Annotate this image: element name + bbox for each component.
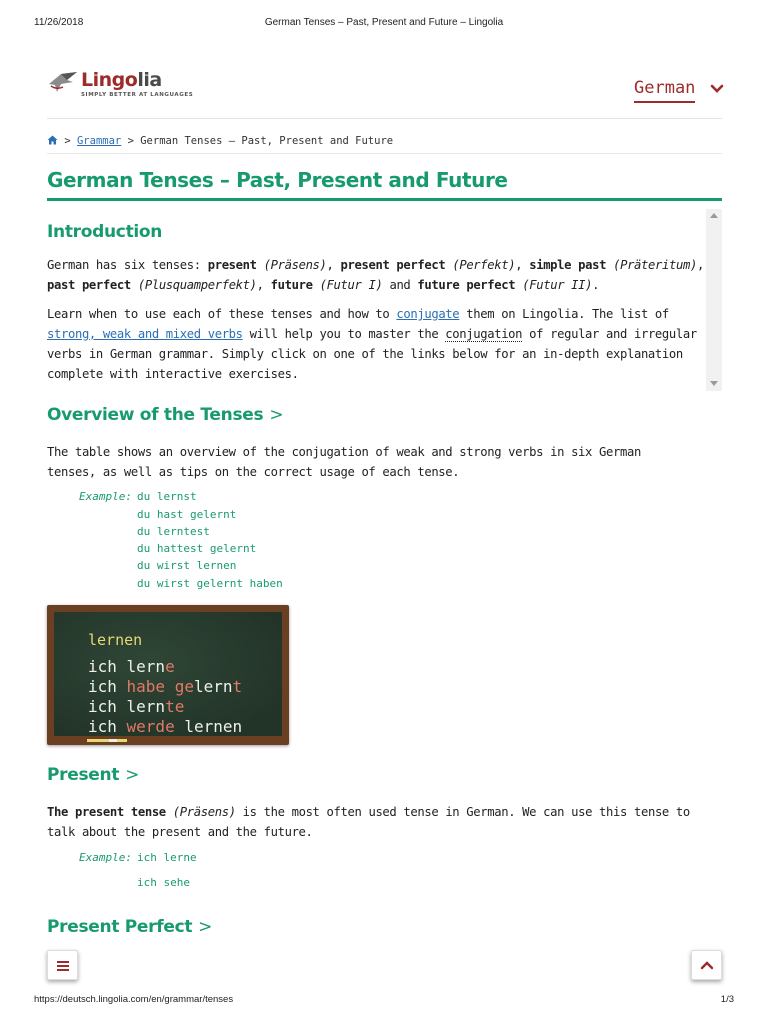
print-footer: [34, 994, 734, 1008]
verb-list-link[interactable]: strong, weak and mixed verbs: [47, 327, 243, 341]
chevron-right-icon: >: [125, 765, 140, 785]
example-item: du hattest gelernt: [137, 542, 257, 555]
print-url: https://deutsch.lingolia.com/en/grammar/tenses: [34, 994, 234, 1005]
breadcrumb-separator: >: [64, 135, 71, 147]
chalk-line-2: ich habe gelernt: [88, 677, 243, 696]
menu-icon: [56, 959, 70, 972]
menu-button[interactable]: [47, 950, 78, 980]
present-paragraph: The present tense (Präsens) is the most often used tense in German. We can use this tense to talk about the present and the future.: [47, 805, 690, 839]
conjugate-link[interactable]: conjugate: [396, 307, 460, 321]
logo-wordmark: Lingolia: [81, 69, 162, 91]
title-underline: [47, 198, 722, 201]
example-item: ich lerne: [137, 851, 197, 864]
example-label: Example:: [79, 490, 132, 503]
example-item: du lernst: [137, 490, 197, 503]
print-date: 11/26/2018: [34, 17, 84, 28]
intro-paragraph-2: Learn when to use each of these tenses and how to conjugate them on Lingolia. The list of strong, weak and mixed verbs will help you to master the conjugation of regular and irregular verbs in German grammar. Simply click on one of the links below for an in-depth explanation complete with interactive exercises.: [47, 307, 697, 381]
chalkboard-surface: [54, 612, 282, 736]
chalk-line-1: ich lerne: [88, 657, 175, 676]
present-examples: [79, 851, 379, 891]
example-item: du wirst lernen: [137, 559, 237, 572]
intro-scrollbar[interactable]: [706, 209, 722, 391]
intro-paragraph-1: German has six tenses: present (Präsens), present perfect (Perfekt), simple past (Präteritum), past perfect (Plusquamperfekt), future (Futur I) and future perfect (Futur II).: [47, 258, 704, 292]
chevron-up-icon: [700, 959, 714, 972]
back-to-top-button[interactable]: [691, 950, 722, 980]
breadcrumb-divider: [47, 153, 722, 154]
print-header: [34, 17, 734, 31]
language-selector[interactable]: [634, 78, 724, 104]
introduction-heading: Introduction: [47, 222, 163, 242]
chalk-line-3: ich lernte: [88, 697, 185, 716]
print-title: German Tenses – Past, Present and Future – Lingolia: [264, 17, 504, 28]
breadcrumb: [47, 135, 393, 147]
lingolia-logo[interactable]: [47, 68, 197, 104]
lingolia-bird-logo-icon: [47, 70, 79, 96]
header-divider: [47, 118, 722, 119]
breadcrumb-link-grammar[interactable]: Grammar: [76, 135, 122, 147]
chalk-line-4: ich werde lernen: [88, 717, 243, 736]
chalk-piece: [87, 739, 127, 742]
chevron-down-icon: [710, 84, 724, 94]
chevron-right-icon: >: [198, 917, 213, 937]
example-item: ich sehe: [137, 876, 190, 889]
present-perfect-heading-link[interactable]: Present Perfect >: [47, 917, 213, 937]
print-page-number: 1/3: [720, 994, 734, 1005]
scroll-up-arrow-icon[interactable]: [710, 213, 718, 218]
home-icon[interactable]: [47, 135, 58, 145]
conjugation-tooltip-term[interactable]: conjugation: [445, 327, 523, 341]
present-heading-link[interactable]: Present >: [47, 765, 140, 785]
breadcrumb-current: German Tenses – Past, Present and Future: [140, 135, 394, 147]
chalk-word: lernen: [88, 631, 143, 649]
example-item: du hast gelernt: [137, 508, 237, 521]
chevron-right-icon: >: [269, 405, 284, 425]
breadcrumb-separator: >: [127, 135, 134, 147]
language-label: German: [634, 78, 695, 103]
chalkboard-illustration: [47, 605, 289, 745]
example-label: Example:: [79, 851, 132, 864]
logo-tagline: SIMPLY BETTER AT LANGUAGES: [81, 92, 194, 98]
chalk-piece: [109, 739, 117, 742]
overview-heading-link[interactable]: Overview of the Tenses >: [47, 405, 284, 425]
overview-paragraph: The table shows an overview of the conjugation of weak and strong verbs in six German tenses, as well as tips on the correct usage of each tense.: [47, 445, 641, 479]
example-item: du lerntest: [137, 525, 210, 538]
page-title: German Tenses – Past, Present and Future: [47, 168, 508, 192]
scroll-down-arrow-icon[interactable]: [710, 381, 718, 386]
overview-examples: [79, 490, 379, 590]
example-item: du wirst gelernt haben: [137, 577, 283, 590]
